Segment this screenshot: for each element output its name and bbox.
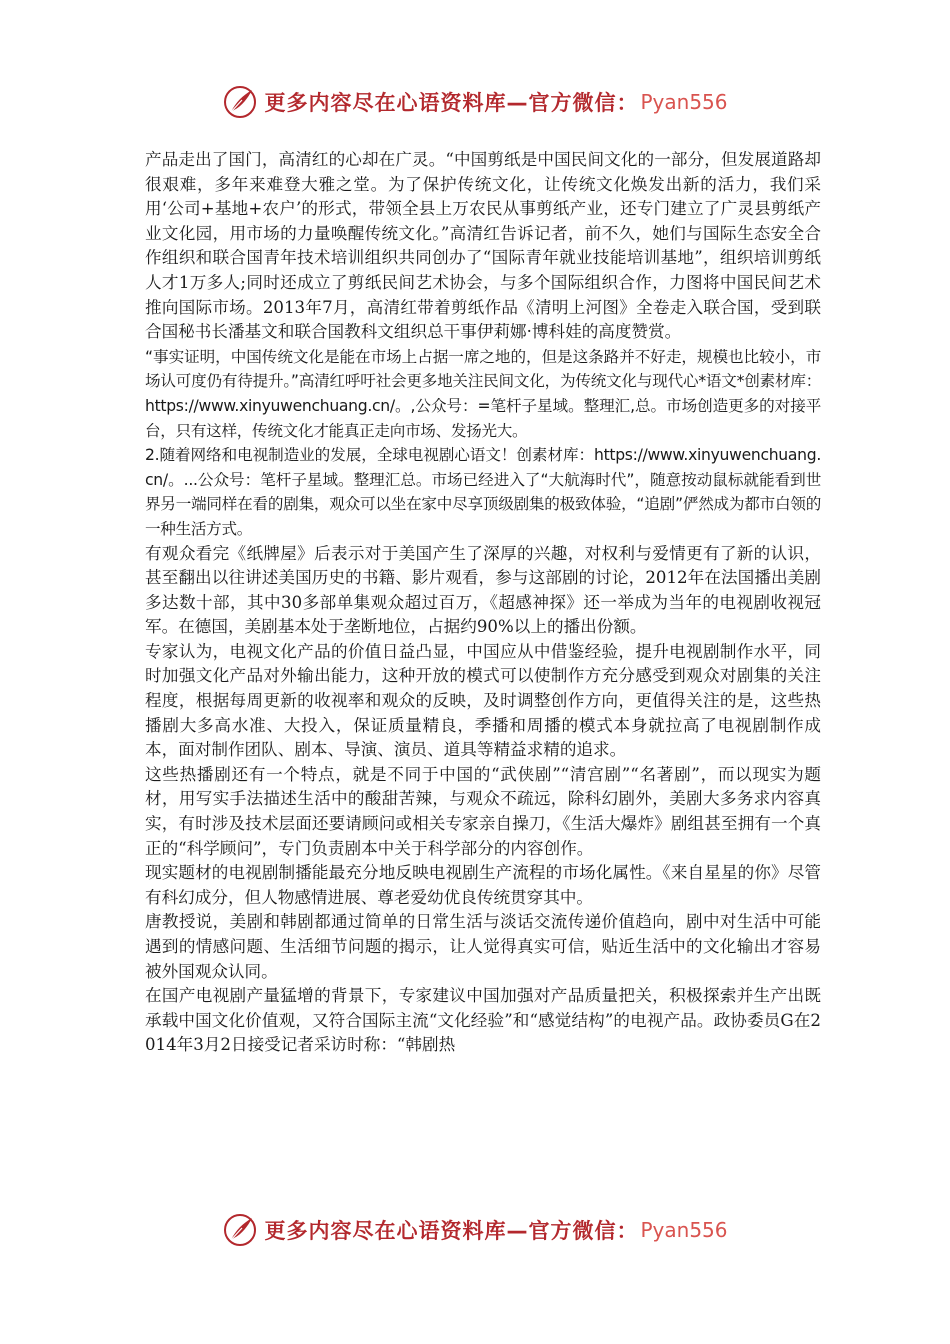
paragraph: “事实证明，中国传统文化是能在市场上占据一席之地的，但是这条路并不好走，规模也比较小，市场认可度仍有待提升。”高清红呼吁社会更多地关注民间文化，为传统文化与现代心*语文*创素材库：https://www.xinyuwenchuang.cn/。,公众号：=笔杆子星域。整理汇,总。市场创造更多的对接平台，只有这样，传统文化才能真正走向市场、发扬光大。 — [145, 347, 821, 440]
paragraph: 这些热播剧还有一个特点，就是不同于中国的“武侠剧”“清宫剧”“名著剧”，而以现实为题材，用写实手法描述生活中的酸甜苦辣，与观众不疏远，除科幻剧外，美剧大多务求内容真实，有时涉及技术层面还要请顾问或相关专家亲自操刀，《生活大爆炸》剧组甚至拥有一个真正的“科学顾问”，专门负责剧本中关于科学部分的内容创作。 — [145, 764, 821, 858]
banner-slogan: 更多内容尽在心语资料库—官方微信： — [264, 1219, 639, 1243]
article-body — [145, 148, 821, 1058]
paragraph: 2.随着网络和电视制造业的发展，全球电视剧心语文！创素材库：https://www.xinyuwenchuang.cn/。...公众号：笔杆子星域。整理汇总。市场已经进入了“大航海时代”，随意按动鼠标就能看到世界另一端同样在看的剧集，观众可以坐在家中尽享顶级剧集的极致体验，“追剧”俨然成为都市白领的一种生活方式。 — [145, 446, 821, 538]
paragraph: 产品走出了国门，高清红的心却在广灵。“中国剪纸是中国民间文化的一部分，但发展道路却很艰难，多年来难登大雅之堂。为了保护传统文化，让传统文化焕发出新的活力，我们采用‘公司+基地+农户’的形式，带领全县上万农民从事剪纸产业，还专门建立了广灵县剪纸产业文化园，用市场的力量唤醒传统文化。”高清红告诉记者，前不久，她们与国际生态安全合作组织和联合国青年技术培训组织共同创办了“国际青年就业技能培训基地”，组织培训剪纸人才1万多人;同时还成立了剪纸民间艺术协会，与多个国际组织合作，力图将中国民间艺术推向国际市场。2013年7月，高清红带着剪纸作品《清明上河图》全卷走入联合国，受到联合国秘书长潘基文和联合国教科文组织总干事伊莉娜·博科娃的高度赞赏。 — [145, 150, 821, 342]
paragraph: 唐教授说，美剧和韩剧都通过简单的日常生活与淡话交流传递价值趋向，剧中对生活中可能遇到的情感问题、生活细节问题的揭示，让人觉得真实可信，贴近生活中的文化输出才容易被外国观众认同。 — [145, 912, 821, 981]
header-banner — [0, 82, 950, 122]
quill-logo-icon — [222, 84, 258, 120]
footer-banner — [0, 1210, 950, 1250]
paragraph: 现实题材的电视剧制播能最充分地反映电视剧生产流程的市场化属性。《来自星星的你》尽管有科幻成分，但人物感情进展、尊老爱幼优良传统贯穿其中。 — [145, 863, 821, 907]
paragraph: 有观众看完《纸牌屋》后表示对于美国产生了深厚的兴趣，对权利与爱情更有了新的认识，甚至翻出以往讲述美国历史的书籍、影片观看，参与这部剧的讨论，2012年在法国播出美剧多达数十部，其中30多部单集观众超过百万，《超感神探》还一举成为当年的电视剧收视冠军。在德国，美剧基本处于垄断地位，占据约90%以上的播出份额。 — [145, 543, 821, 637]
banner-slogan: 更多内容尽在心语资料库—官方微信： — [264, 91, 639, 115]
banner-wechat-id: Pyan556 — [640, 90, 728, 114]
paragraph: 专家认为，电视文化产品的价值日益凸显，中国应从中借鉴经验，提升电视剧制作水平，同时加强文化产品对外输出能力，这种开放的模式可以使制作方充分感受到观众对剧集的关注程度，根据每周更新的收视率和观众的反映，及时调整创作方向，更值得关注的是，这些热播剧大多高水准、大投入，保证质量精良，季播和周播的模式本身就拉高了电视剧制作成本，面对制作团队、剧本、导演、演员、道具等精益求精的追求。 — [145, 641, 821, 760]
banner-wechat-id: Pyan556 — [640, 1218, 728, 1242]
quill-logo-icon — [222, 1212, 258, 1248]
paragraph: 在国产电视剧产量猛增的背景下，专家建议中国加强对产品质量把关，积极探索并生产出既承载中国文化价值观，又符合国际主流“文化经验”和“感觉结构”的电视产品。政协委员G在2014年3月2日接受记者采访时称：“韩剧热 — [145, 986, 821, 1055]
